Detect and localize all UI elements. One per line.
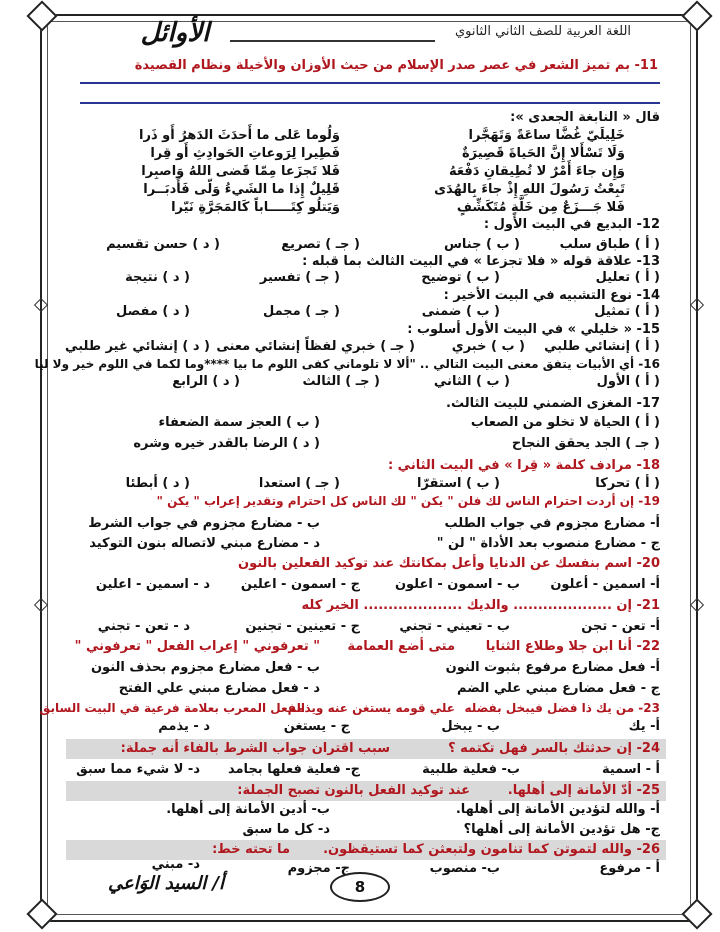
poem-verse-left: فَطِيرا لِرَوعاتِ الحَوادِثِ أَو قِرا — [150, 146, 340, 161]
question-14: 14- نوع التشبيه في البيت الأخير : — [443, 288, 660, 303]
option-a: أ - اسمية — [601, 762, 660, 777]
question-25-ask: عند توكيد الفعل بالنون تصبح الجملة: — [237, 783, 470, 798]
option-d: ( د ) الرضا بالقدر خيره وشره — [133, 436, 320, 451]
option-b: ( ب ) جناس — [443, 237, 520, 252]
question-24-ask: سبب اقتران جواب الشرط بالفاء أنه جملة: — [120, 741, 390, 756]
question-13: 13- علاقة قوله « فلا تجزعا » في البيت الثالث بما قبله : — [302, 254, 660, 269]
question-23-verse: علي قومه يستغن عنه ويذمم — [287, 701, 455, 715]
option-c: ج - مضارع منصوب بعد الأداة " لن " — [436, 536, 660, 551]
question-22-verse: متى أضع العمامة — [347, 639, 455, 654]
answer-line — [80, 102, 660, 104]
option-d: ( د ) إنشائي غير طلبي — [65, 339, 210, 354]
option-a: أ- تعن - تجن — [581, 619, 660, 634]
option-c: ج - فعل مضارع مبني علي الضم — [457, 681, 660, 696]
option-d: د- مبني — [151, 857, 200, 872]
option-a: ( أ ) الأول — [596, 374, 660, 389]
poem-verse-right: خَلِيلَيّ غُضَّا ساعَةً وَتَهَجَّرا — [468, 128, 625, 143]
answer-line — [80, 82, 660, 84]
option-b: ب - مضارع مجزوم في جواب الشرط — [88, 516, 320, 531]
option-b: ( ب ) توضيح — [421, 270, 500, 285]
option-a: ( أ ) تمثيل — [594, 304, 660, 319]
option-d: د - اسمين - اعلين — [95, 577, 210, 592]
option-b: ب- أدين الأمانة إلى أهلها. — [166, 802, 330, 817]
option-c: ( جـ ) مجمل — [262, 304, 340, 319]
option-b: ب- فعلية طلبية — [422, 762, 520, 777]
question-20: 20- اسم بنفسك عن الدنايا وأعل بمكانتك عند توكيد الفعلين بالنون — [237, 556, 660, 571]
option-a: أ- يك — [628, 719, 660, 734]
option-d: د - تعن - تجني — [97, 619, 190, 634]
option-d: د- كل ما سبق — [242, 822, 330, 837]
option-a: أ- اسمين - أعلون — [550, 577, 660, 592]
option-a: أ- مضارع مجزوم في جواب الطلب — [444, 516, 660, 531]
option-d: ( د ) حسن تقسيم — [106, 237, 220, 252]
question-11: 11- بم تميز الشعر في عصر صدر الإسلام من حيث الأوزان والأخيلة ونظام القصيدة — [134, 58, 658, 73]
option-b: ( ب ) الثاني — [433, 374, 510, 389]
header-logo: الأوائل — [140, 18, 210, 48]
option-c: ( جـ ) الجد يحقق النجاح — [511, 436, 660, 451]
option-a: أ - مرفوع — [599, 861, 660, 876]
option-a: أ- والله لتؤدين الأمانة إلى أهلها. — [455, 802, 660, 817]
option-c: ج- هل تؤدين الأمانة إلى أهلها؟ — [463, 822, 660, 837]
author-signature: أ/ السيد الوَاعي — [108, 873, 225, 894]
option-a: ( أ ) طباق سلب — [559, 237, 660, 252]
poem-verse-right: فَلا جَـــزَعٌ مِن خَلَّةٍ مُتَكَشِّفٍ — [456, 200, 625, 215]
option-c: ( جـ ) الثالث — [302, 374, 380, 389]
option-a: ( أ ) إنشائي طلبي — [544, 339, 660, 354]
option-d: د- لا شيء مما سبق — [76, 762, 200, 777]
question-15: 15- « خليلي » في البيت الأول أسلوب : — [407, 322, 660, 337]
option-c: ج- فعلية فعلها بجامد — [228, 762, 360, 777]
poem-verse-right: وَإِن جاءَ أَمْرٌ لا تُطِيقانِ دَفْعَهُ — [448, 164, 625, 179]
question-17: 17- المغزى الضمني للبيت الثالث. — [446, 396, 660, 411]
option-b: ب - يبخل — [441, 719, 500, 734]
question-16: 16- أي الأبيات يتفق معنى البيت التالي .. "ألا لا تلوماني كفى اللوم ما بيا ****وما لكما في اللوم خير ولا ليا — [34, 357, 660, 371]
option-b: ب - فعل مضارع مجزوم بحذف النون — [90, 660, 320, 675]
poem-verse-left: وَيَتلُو كِتَـــــاباً كَالمَجَرَّةِ نَيّرا — [171, 200, 340, 215]
option-b: ( ب ) العجز سمة الضعفاء — [158, 415, 320, 430]
option-c: ( جـ ) استعدا — [258, 476, 340, 491]
option-b: ب - اسمون - اعلون — [394, 577, 520, 592]
option-c: ( جـ ) تصريع — [281, 237, 360, 252]
option-d: د - يذمم — [158, 719, 210, 734]
option-a: أ- فعل مضارع مرفوع بثبوت النون — [445, 660, 660, 675]
poem-verse-left: وَلُوما عَلى ما أَحدَثَ الدَهرُ أَو ذَرا — [139, 128, 340, 143]
option-a: ( أ ) الحياة لا تخلو من الصعاب — [470, 415, 660, 430]
question-12: 12- البديع في البيت الأول : — [483, 217, 660, 232]
question-25: 25- أدّ الأمانة إلى أهلها. — [507, 783, 660, 798]
question-24: 24- إن حدثتك بالسر فهل تكتمه ؟ — [448, 741, 660, 756]
option-b: ( ب ) استقرّا — [417, 476, 500, 491]
option-d: د - فعل مضارع مبني علي الفتح — [118, 681, 320, 696]
question-23: 23- من يك ذا فضل فيبخل بفضله — [464, 701, 660, 715]
option-d: ( د ) الرابع — [172, 374, 240, 389]
option-d: ( د ) أبطئا — [125, 476, 190, 491]
poem-intro: قال « النابغة الجعدى »: — [510, 110, 660, 125]
option-d: ( د ) نتيجة — [125, 270, 190, 285]
question-22: 22- أنا ابن جلا وطلاع الثنايا — [485, 639, 660, 654]
option-b: ( ب ) ضمنى — [421, 304, 500, 319]
poem-verse-right: تَبِعْتُ رَسُولَ اللهِ إِذْ جاءَ بِالهُدَى — [434, 182, 625, 197]
option-d: ( د ) مفصل — [116, 304, 190, 319]
question-22-ask: " تعرفوني " إعراب الفعل " تعرفوني " — [74, 639, 320, 654]
option-b: ب - تعيني - تجني — [399, 619, 510, 634]
question-23-ask: الفعل المعرب بعلامة فرعية في البيت السابق — [39, 701, 305, 715]
page-number: 8 — [330, 872, 390, 902]
option-c: ج - اسمون - اعلين — [240, 577, 360, 592]
question-19: 19- إن أردت احترام الناس لك فلن " يكن " لك الناس كل احترام وتقدير إعراب " يكن " — [156, 494, 660, 508]
poem-verse-right: وَلَا تَسْأَلا إِنَّ الحَياةَ قَصِيرَةٌ — [461, 146, 625, 161]
option-c: ج- مجزوم — [287, 861, 350, 876]
option-a: ( أ ) تعليل — [595, 270, 660, 285]
question-21: 21- إن .................... والديك .................... الخير كله — [301, 598, 660, 613]
header-divider — [230, 40, 435, 42]
option-b: ب- منصوب — [429, 861, 500, 876]
poem-verse-left: قَلِيلٌ إِذا ما الشَيءُ وَلّى فَأَدبَــرا — [143, 182, 340, 197]
header-subject: اللغة العربية للصف الثاني الثانوي — [455, 24, 632, 39]
option-c: ج - تعينين - تجنين — [245, 619, 360, 634]
option-c: ج - يستغن — [283, 719, 350, 734]
option-c: ( جـ ) تفسير — [259, 270, 340, 285]
option-b: ( ب ) خبري — [451, 339, 525, 354]
question-18: 18- مرادف كلمة « قِرا » في البيت الثاني : — [387, 458, 660, 473]
option-a: ( أ ) تحركا — [595, 476, 660, 491]
question-26-ask: ما تحته خط: — [212, 842, 290, 857]
option-d: د - مضارع مبني لاتصاله بنون التوكيد — [89, 536, 320, 551]
option-c: ( جـ ) خبري لفظاً إنشائي معنى — [216, 339, 415, 354]
poem-verse-left: فَلا تَجزَعا مِمّا قَضى اللهُ وَاصبِرا — [141, 164, 340, 179]
question-26: 26- والله لتموتن كما تنامون ولتبعثن كما تستيقظون. — [323, 842, 660, 857]
